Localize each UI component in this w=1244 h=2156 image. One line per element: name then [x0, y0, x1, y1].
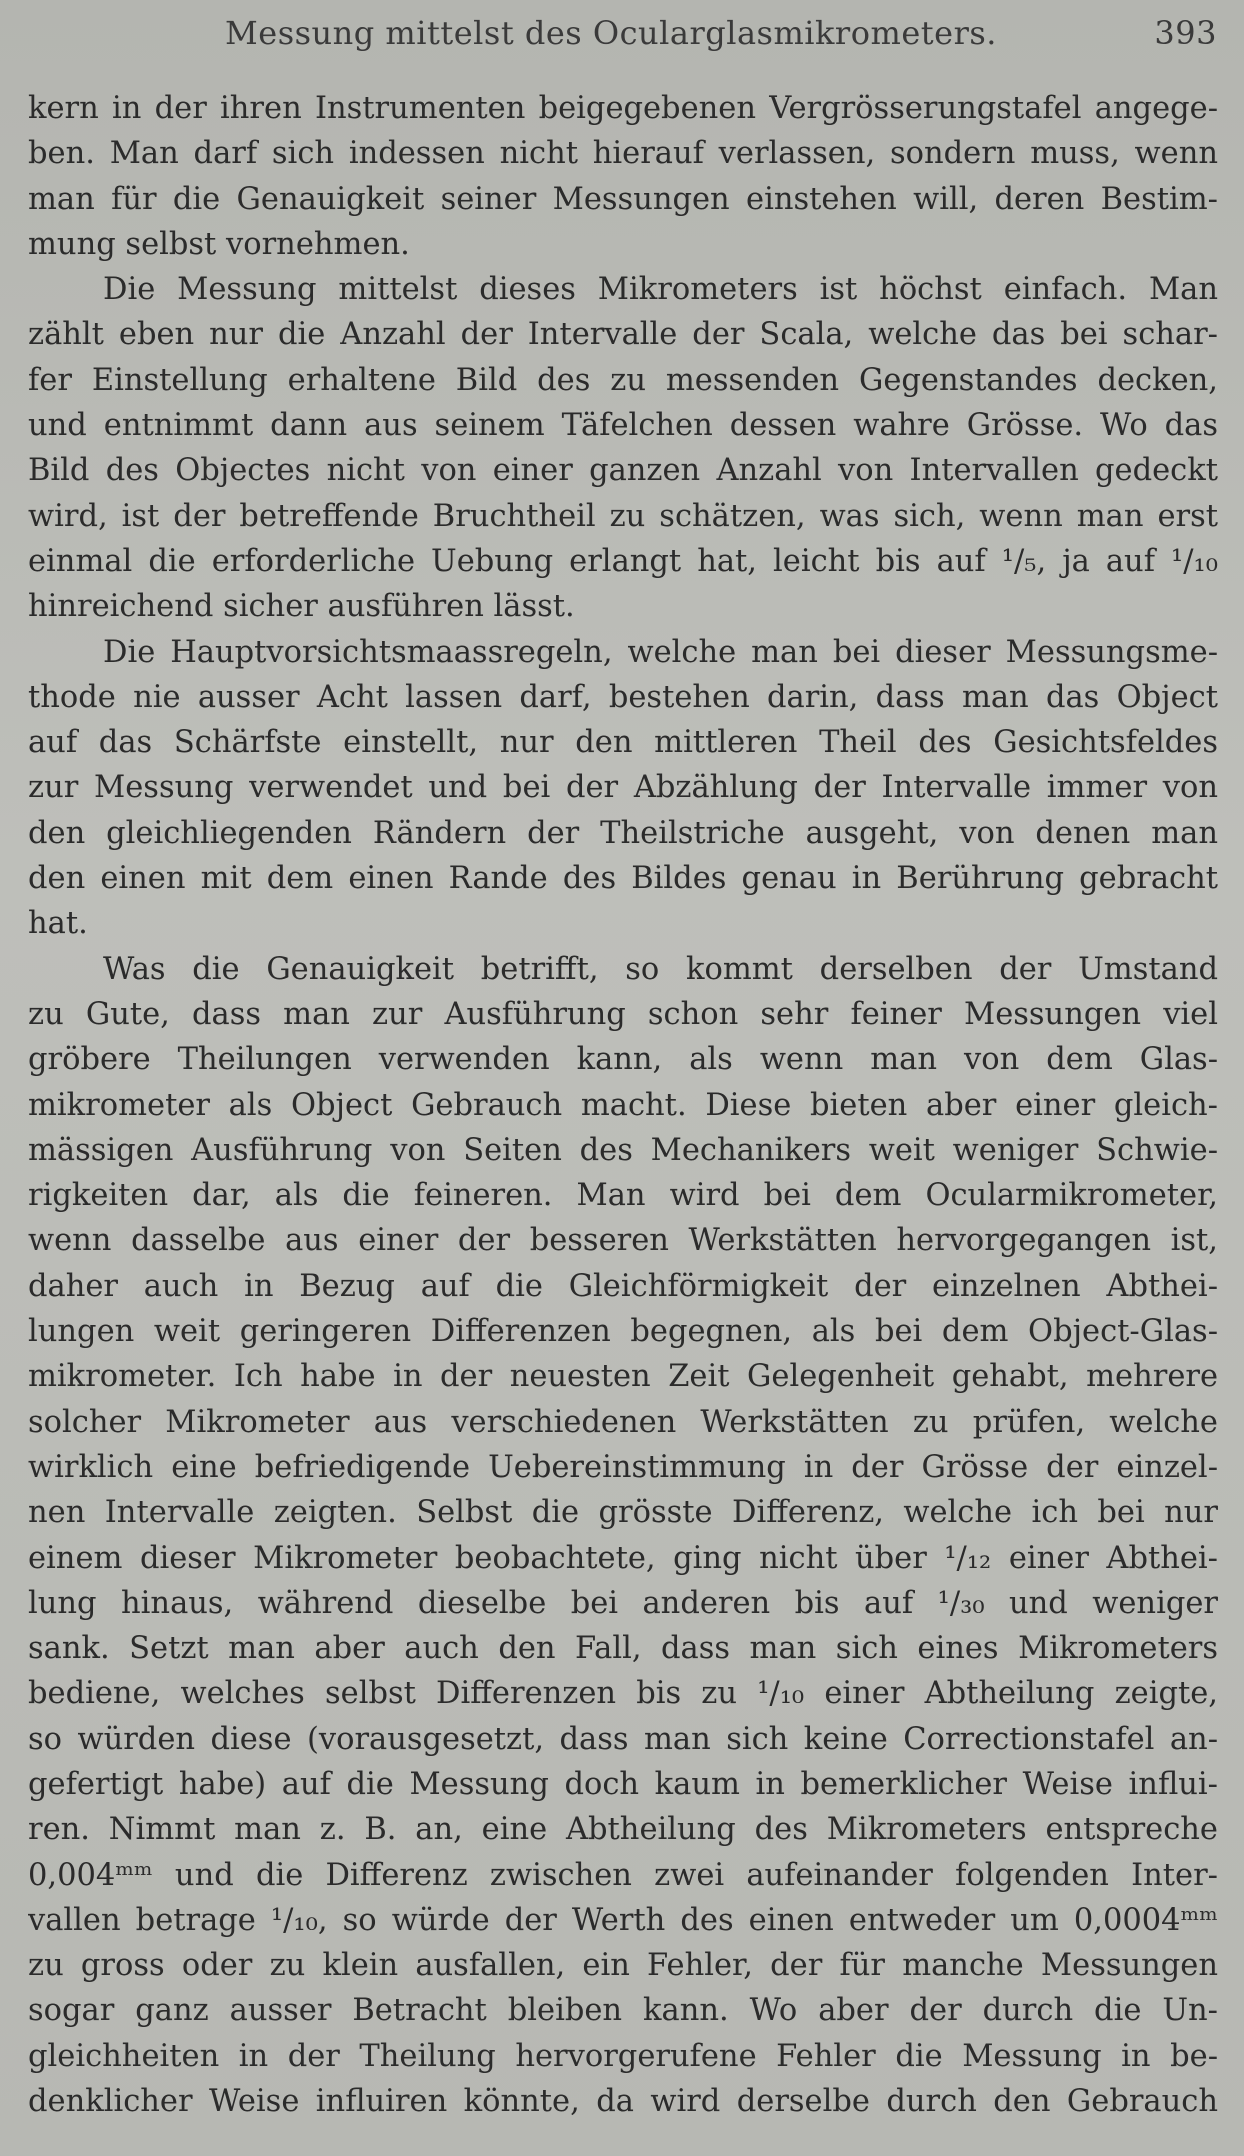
page-number: 393	[1154, 14, 1217, 52]
text-line: sank. Setzt man aber auch den Fall, dass man sich eines Mikrometers	[28, 1631, 1218, 1667]
text-line: zur Messung verwendet und bei der Abzählung der Intervalle immer von	[28, 770, 1218, 806]
text-line: fer Einstellung erhaltene Bild des zu messenden Gegenstandes decken,	[28, 362, 1218, 398]
text-line: mung selbst vornehmen.	[28, 226, 410, 262]
running-header	[225, 14, 1225, 64]
text-line: denklicher Weise influiren könnte, da wird derselbe durch den Gebrauch	[28, 2084, 1218, 2120]
text-line: wird, ist der betreffende Bruchtheil zu schätzen, was sich, wenn man erst	[28, 498, 1218, 534]
text-line: und entnimmt dann aus seinem Täfelchen dessen wahre Grösse. Wo das	[28, 408, 1218, 444]
text-line: rigkeiten dar, als die feineren. Man wird bei dem Ocularmikrometer,	[28, 1178, 1218, 1214]
text-line: mikrometer. Ich habe in der neuesten Zeit Gelegenheit gehabt, mehrere	[28, 1359, 1218, 1395]
text-line: ren. Nimmt man z. B. an, eine Abtheilung des Mikrometers entspreche	[28, 1812, 1218, 1848]
text-line: kern in der ihren Instrumenten beigegebenen Vergrösserungstafel angege-	[28, 91, 1218, 126]
text-line: auf das Schärfste einstellt, nur den mittleren Theil des Gesichtsfeldes	[28, 725, 1218, 761]
text-line: lungen weit geringeren Differenzen begegnen, als bei dem Object-Glas-	[28, 1314, 1218, 1350]
text-line: thode nie ausser Acht lassen darf, bestehen darin, dass man das Object	[28, 679, 1218, 715]
text-line: sogar ganz ausser Betracht bleiben kann. Wo aber der durch die Un-	[28, 1993, 1218, 2029]
text-line: ben. Man darf sich indessen nicht hierauf verlassen, sondern muss, wenn	[28, 136, 1218, 172]
text-line: mässigen Ausführung von Seiten des Mechanikers weit weniger Schwie-	[28, 1132, 1218, 1168]
text-line: so würden diese (vorausgesetzt, dass man sich keine Correctionstafel an-	[28, 1721, 1218, 1757]
text-line: gröbere Theilungen verwenden kann, als wenn man von dem Glas-	[28, 1042, 1218, 1078]
text-line: einem dieser Mikrometer beobachtete, ging nicht über ¹/₁₂ einer Abthei-	[28, 1540, 1218, 1576]
text-line: solcher Mikrometer aus verschiedenen Werkstätten zu prüfen, welche	[28, 1404, 1218, 1440]
text-line: den gleichliegenden Rändern der Theilstriche ausgeht, von denen man	[28, 815, 1218, 851]
text-line: nen Intervalle zeigten. Selbst die grösste Differenz, welche ich bei nur	[28, 1495, 1218, 1531]
text-line: hinreichend sicher ausführen lässt.	[28, 589, 575, 625]
text-line: einmal die erforderliche Uebung erlangt hat, leicht bis auf ¹/₅, ja auf ¹/₁₀	[28, 543, 1218, 579]
text-line: den einen mit dem einen Rande des Bildes genau in Berührung gebracht	[28, 861, 1218, 897]
running-title: Messung mittelst des Ocularglasmikrometers.	[225, 14, 997, 52]
text-line: vallen betrage ¹/₁₀, so würde der Werth des einen entweder um 0,0004ᵐᵐ	[28, 1902, 1218, 1938]
text-line: man für die Genauigkeit seiner Messungen einstehen will, deren Bestim-	[28, 181, 1218, 217]
text-line: gefertigt habe) auf die Messung doch kaum in bemerklicher Weise influi-	[28, 1766, 1218, 1802]
text-line: gleichheiten in der Theilung hervorgerufene Fehler die Messung in be-	[28, 2038, 1218, 2074]
body-text	[28, 86, 1218, 2124]
text-line: zu gross oder zu klein ausfallen, ein Fehler, der für manche Messungen	[28, 1948, 1218, 1984]
text-line: lung hinaus, während dieselbe bei anderen bis auf ¹/₃₀ und weniger	[28, 1585, 1218, 1621]
text-line: hat.	[28, 906, 88, 942]
text-line: zählt eben nur die Anzahl der Intervalle der Scala, welche das bei schar-	[28, 317, 1218, 353]
text-line: wenn dasselbe aus einer der besseren Werkstätten hervorgegangen ist,	[28, 1223, 1218, 1259]
text-line: 0,004ᵐᵐ und die Differenz zwischen zwei aufeinander folgenden Inter-	[28, 1857, 1218, 1893]
text-line: Die Hauptvorsichtsmaassregeln, welche man bei dieser Messungsme-	[103, 634, 1218, 670]
text-line: Die Messung mittelst dieses Mikrometers ist höchst einfach. Man	[103, 272, 1218, 308]
text-line: wirklich eine befriedigende Uebereinstimmung in der Grösse der einzel-	[28, 1449, 1218, 1485]
text-line: zu Gute, dass man zur Ausführung schon sehr feiner Messungen viel	[28, 996, 1218, 1032]
text-line: mikrometer als Object Gebrauch macht. Diese bieten aber einer gleich-	[28, 1087, 1218, 1123]
text-line: Bild des Objectes nicht von einer ganzen Anzahl von Intervallen gedeckt	[28, 453, 1218, 489]
text-line: Was die Genauigkeit betrifft, so kommt derselben der Umstand	[103, 951, 1218, 987]
text-line: bediene, welches selbst Differenzen bis zu ¹/₁₀ einer Abtheilung zeigte,	[28, 1676, 1218, 1712]
text-line: daher auch in Bezug auf die Gleichförmigkeit der einzelnen Abthei-	[28, 1268, 1218, 1304]
